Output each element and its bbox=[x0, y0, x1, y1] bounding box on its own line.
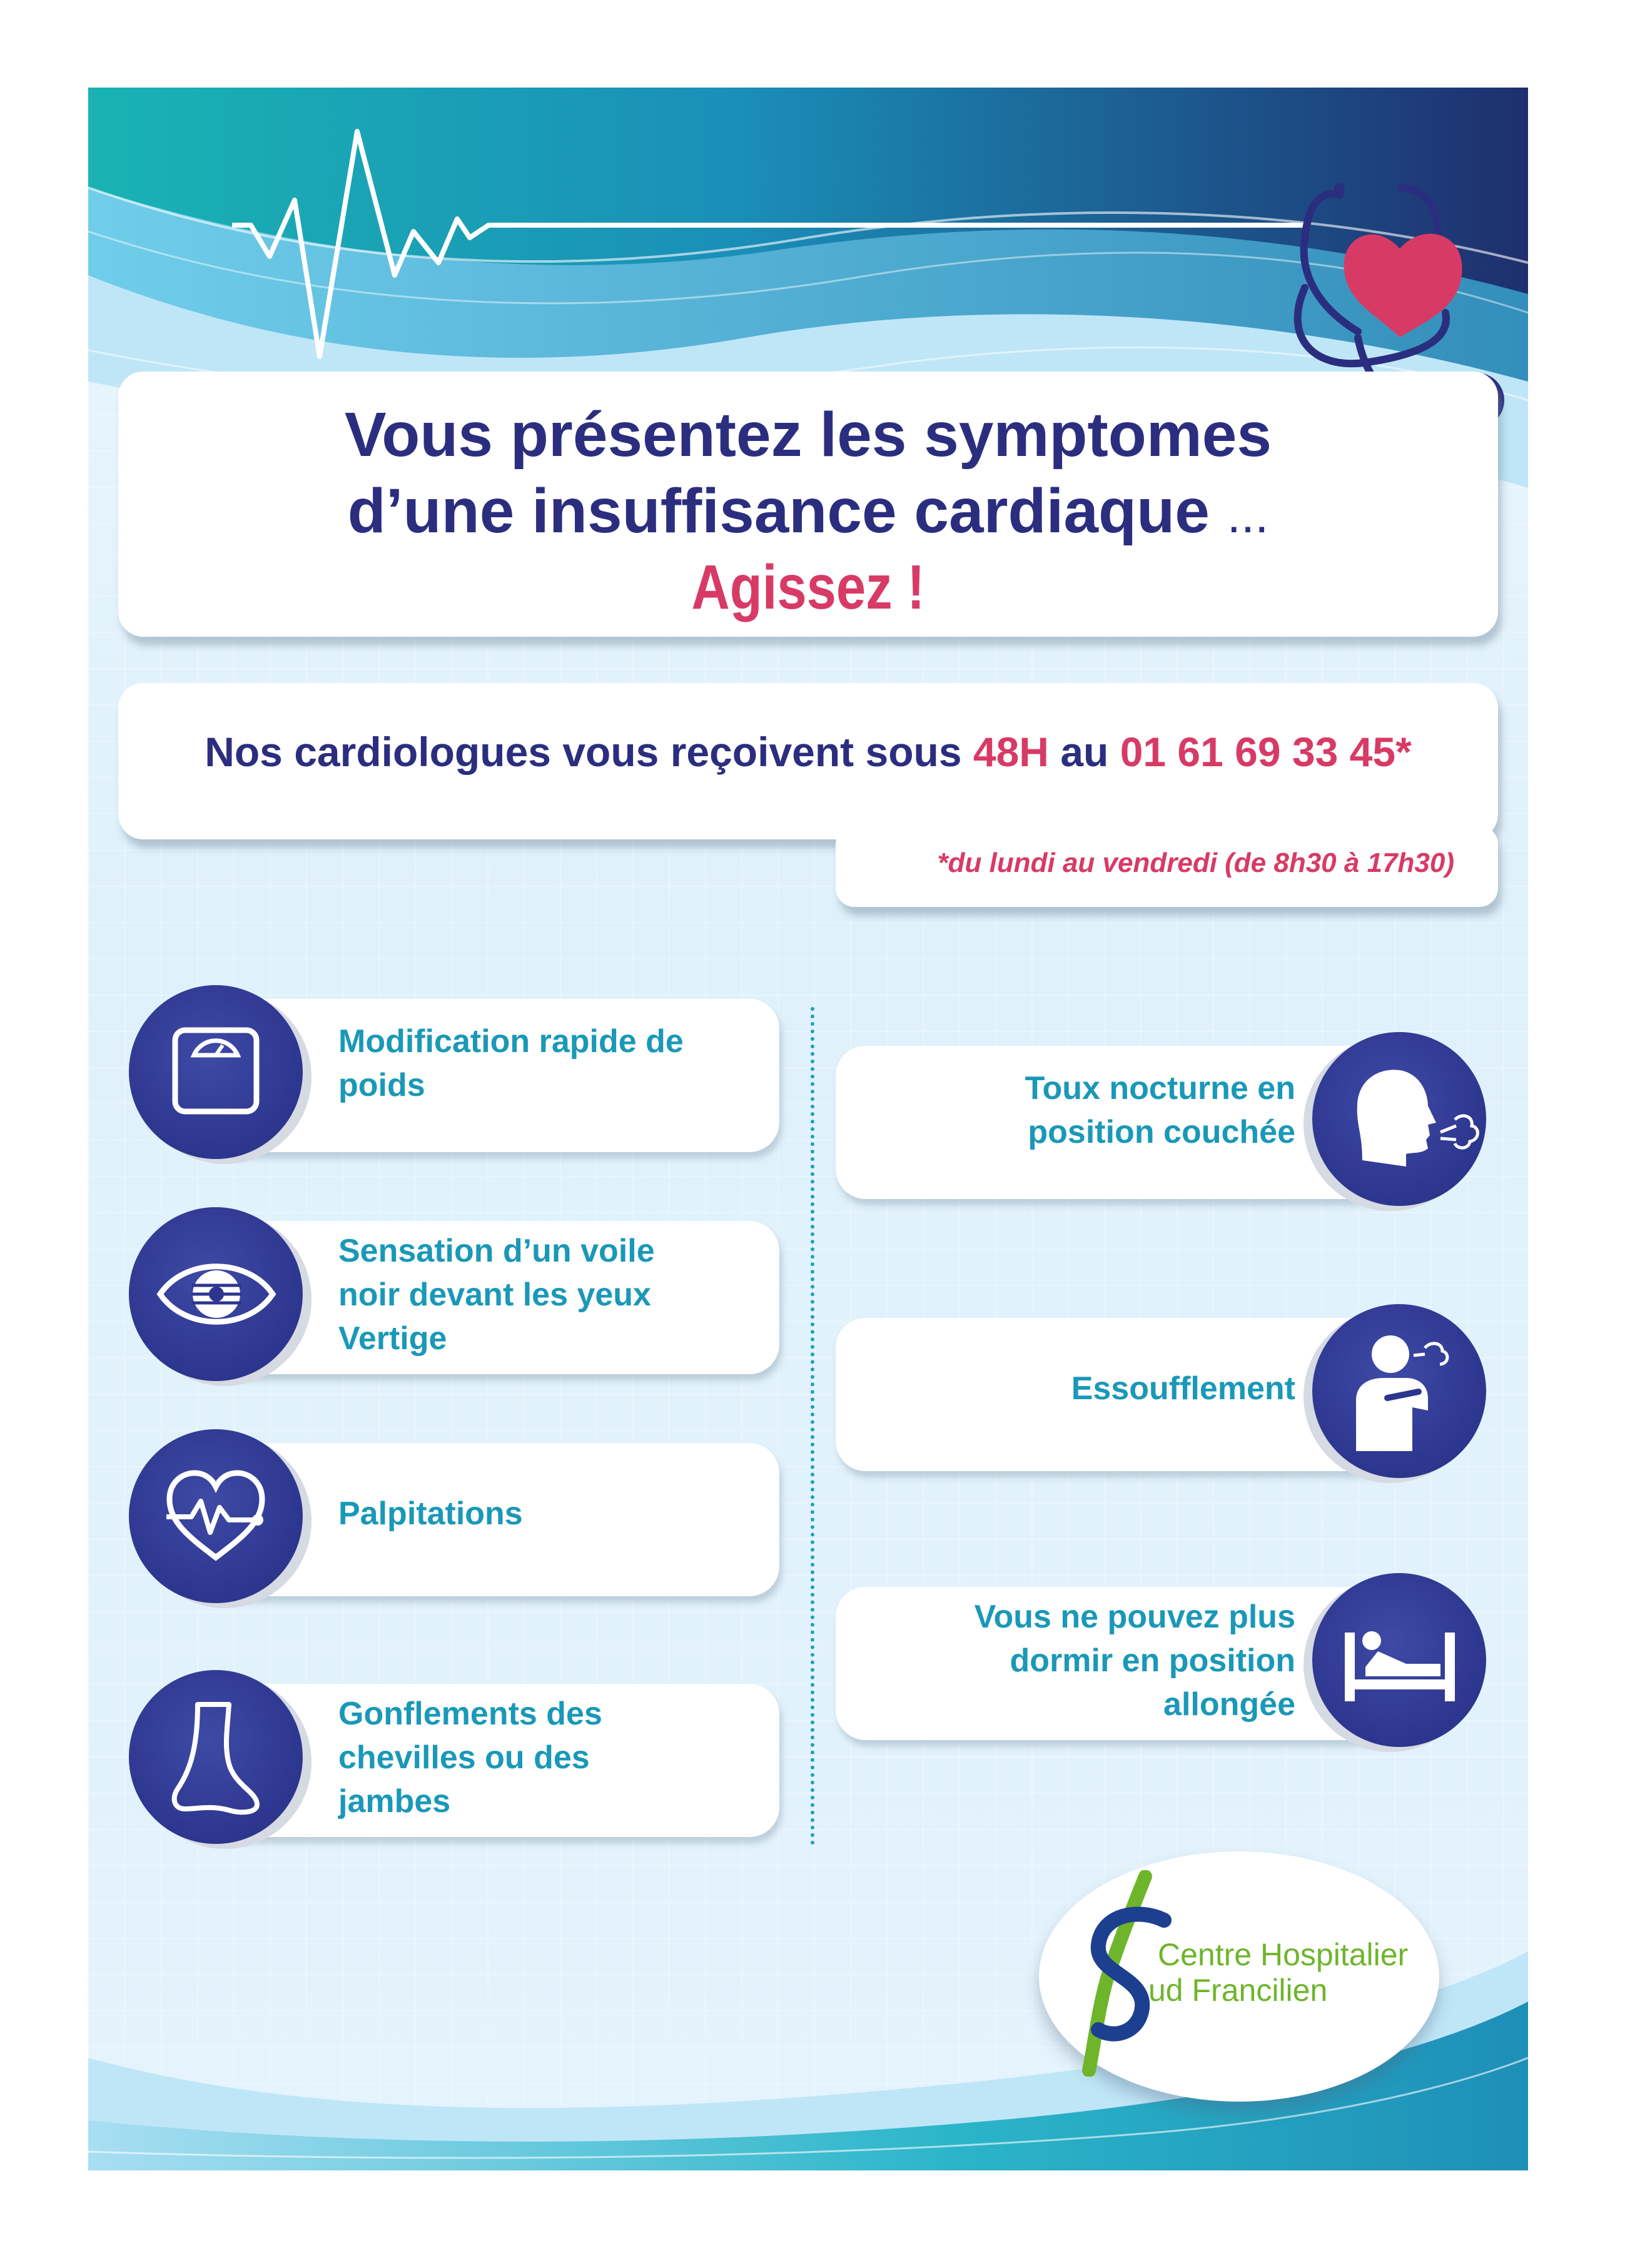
title-ellipsis: ... bbox=[1227, 487, 1269, 543]
symptom-night-cough bbox=[836, 1032, 1486, 1213]
person-in-bed-icon bbox=[1312, 1573, 1486, 1747]
breathless-person-icon bbox=[1312, 1304, 1486, 1478]
symptom-breathlessness bbox=[836, 1304, 1486, 1486]
symptom-line: Toux nocturne en bbox=[1025, 1070, 1295, 1106]
symptom-line: Sensation d’un voile bbox=[338, 1233, 655, 1269]
column-divider bbox=[811, 1007, 814, 1845]
symptom-text bbox=[338, 1492, 523, 1536]
contact-card bbox=[118, 683, 1498, 839]
logo-line-2: ud Francilien bbox=[1148, 1973, 1328, 2008]
title-card bbox=[118, 372, 1498, 637]
foot-icon bbox=[129, 1670, 303, 1844]
contact-phone[interactable]: 01 61 69 33 45* bbox=[1120, 729, 1412, 775]
symptom-line: Modification rapide de bbox=[338, 1023, 684, 1060]
symptom-text bbox=[1071, 1367, 1295, 1410]
symptom-text bbox=[338, 1020, 684, 1107]
hours-note-card bbox=[836, 826, 1498, 907]
symptom-vision bbox=[129, 1207, 779, 1389]
symptom-text bbox=[1025, 1066, 1295, 1154]
contact-text-before: Nos cardiologues vous reçoivent sous bbox=[205, 729, 962, 775]
symptom-text bbox=[974, 1595, 1295, 1726]
symptom-palpitations bbox=[129, 1429, 779, 1611]
symptom-cannot-lie-down bbox=[836, 1573, 1486, 1754]
symptom-line: Vertige bbox=[338, 1320, 447, 1357]
symptom-line: chevilles ou des bbox=[338, 1739, 590, 1776]
hospital-logo bbox=[1039, 1851, 1439, 2102]
heart-pulse-icon bbox=[129, 1429, 303, 1603]
symptom-line: Palpitations bbox=[338, 1496, 523, 1532]
call-to-action: Agissez ! bbox=[691, 552, 925, 622]
symptom-line: poids bbox=[338, 1067, 425, 1103]
title-line-2 bbox=[118, 477, 1498, 550]
poster bbox=[88, 88, 1528, 2170]
symptom-text bbox=[338, 1692, 602, 1823]
symptom-line: Essoufflement bbox=[1071, 1370, 1295, 1407]
hours-note: *du lundi au vendredi (de 8h30 à 17h30) bbox=[937, 848, 1454, 878]
symptom-text bbox=[338, 1229, 655, 1360]
title-line-2-text: d’une insuffisance cardiaque bbox=[347, 476, 1210, 546]
symptom-line: jambes bbox=[338, 1783, 451, 1820]
symptom-line: Gonflements des bbox=[338, 1696, 602, 1732]
contact-line bbox=[118, 724, 1498, 780]
symptom-swelling bbox=[129, 1670, 779, 1851]
title-line-1: Vous présentez les symptomes bbox=[344, 400, 1272, 470]
contact-text-middle: au bbox=[1060, 729, 1109, 775]
coughing-head-icon bbox=[1312, 1032, 1486, 1206]
symptom-weight-change bbox=[129, 985, 779, 1167]
eye-icon bbox=[129, 1207, 303, 1381]
symptom-line: Vous ne pouvez plus bbox=[974, 1599, 1295, 1635]
symptom-line: position couchée bbox=[1028, 1114, 1295, 1150]
symptom-line: noir devant les yeux bbox=[338, 1277, 651, 1313]
contact-delay: 48H bbox=[973, 729, 1049, 775]
logo-line-1: Centre Hospitalier bbox=[1158, 1937, 1409, 1972]
symptom-line: dormir en position bbox=[1010, 1643, 1295, 1679]
symptom-line: allongée bbox=[1163, 1686, 1295, 1723]
scale-icon bbox=[129, 985, 303, 1159]
